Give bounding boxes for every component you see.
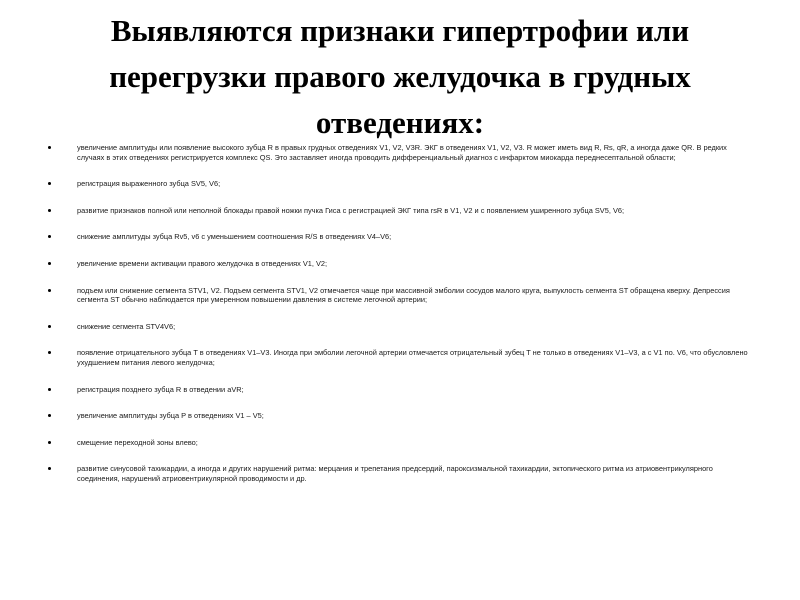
list-item: [48, 438, 753, 448]
list-item: [48, 286, 753, 305]
bullet-list: [48, 143, 753, 484]
bullet-dot-icon: [48, 441, 51, 444]
bullet-dot-icon: [48, 414, 51, 417]
bullet-dot-icon: [48, 351, 51, 354]
list-item-text: увеличение времени активации правого желудочка в отведениях V1, V2;: [77, 258, 328, 268]
list-item: [48, 411, 753, 421]
bullet-dot-icon: [48, 289, 51, 292]
list-item: [48, 348, 753, 367]
bullet-dot-icon: [48, 388, 51, 391]
bullet-dot-icon: [48, 325, 51, 328]
list-item-text: развитие синусовой тахикардии, а иногда и других нарушений ритма: мерцания и трепетания предсердий, пароксизмальной тахикардии, эктопического ритма из атриовентрикулярного соединения, нарушений атриовентрикулярной проводимости и др.: [77, 464, 713, 483]
list-item: [48, 179, 753, 189]
list-item-text: регистрация позднего зубца R в отведении aVR;: [77, 384, 244, 394]
list-item-text: увеличение амплитуды зубца P в отведениях V1 – V5;: [77, 411, 264, 421]
list-item-text: подъем или снижение сегмента STV1, V2. Подъем сегмента STV1, V2 отмечается чаще при массивной эмболии сосудов малого круга, выпуклость сегмента ST обращена кверху. Депрессия сегмента ST обычно наблюдается при умеренном повышении давления в системе легочной артерии;: [77, 285, 730, 305]
list-item: [48, 385, 753, 395]
list-item-text: развитие признаков полной или неполной блокады правой ножки пучка Гиса с регистрацией ЭКГ типа rsR в V1, V2 и с появлением уширенного зубца SV5, V6;: [77, 205, 625, 215]
list-item-text: увеличение амплитуды или появление высокого зубца R в правых грудных отведениях V1, V2, V3R. ЭКГ в отведениях V1, V2, V3. R может иметь вид R, Rs, qR, а иногда даже QR. В редких случаях в этих отведениях регистрируется комплекс QS. Это заставляет иногда проводить дифференциальный диагноз с инфарктом миокарда переднесептальной области;: [77, 143, 727, 162]
bullet-dot-icon: [48, 209, 51, 212]
bullet-dot-icon: [48, 146, 51, 149]
list-item: [48, 143, 753, 162]
list-item: [48, 322, 753, 332]
bullet-dot-icon: [48, 235, 51, 238]
slide-title: Выявляются признаки гипертрофии или перегрузки правого желудочка в грудных отведениях:: [109, 13, 691, 140]
list-item-text: появление отрицательного зубца T в отведениях V1–V3. Иногда при эмболии легочной артерии отмечается отрицательный зубец T не только в отведениях V1–V3, а с V1 по. V6, что обусловлено ухудшением питания левого желудочка;: [77, 348, 748, 367]
list-item-text: снижение сегмента STV4V6;: [77, 321, 176, 331]
list-item: [48, 464, 753, 483]
bullet-dot-icon: [48, 262, 51, 265]
list-item: [48, 206, 753, 216]
list-item-text: смещение переходной зоны влево;: [77, 437, 198, 447]
bullet-dot-icon: [48, 467, 51, 470]
bullet-dot-icon: [48, 182, 51, 185]
list-item: [48, 259, 753, 269]
list-item: [48, 232, 753, 242]
list-item-text: снижение амплитуды зубца Rv5, v6 с уменьшением соотношения R/S в отведениях V4–V6;: [77, 232, 392, 242]
list-item-text: регистрация выраженного зубца SV5, V6;: [77, 179, 221, 189]
